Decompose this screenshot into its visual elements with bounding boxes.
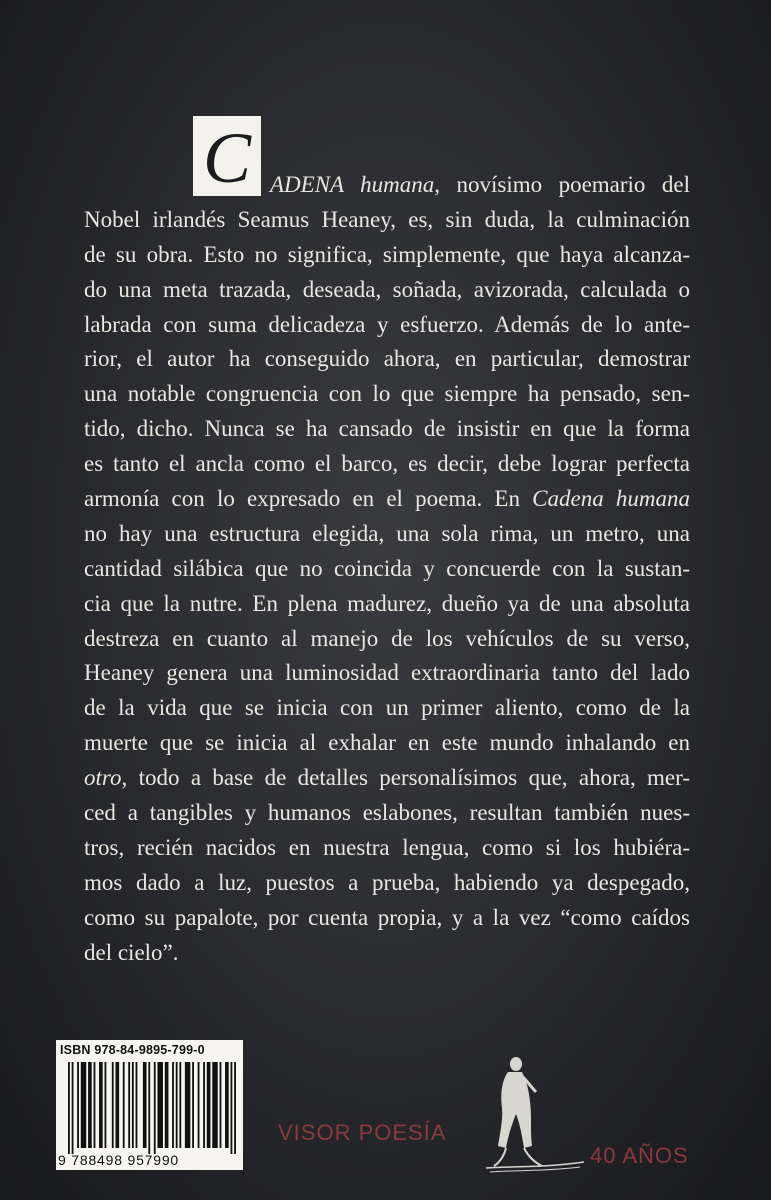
barcode-bar	[123, 1062, 125, 1148]
blurb-segment: de su obra. Esto no significa, simplemente, que haya alcanza-	[84, 241, 690, 267]
blurb-line	[84, 517, 690, 552]
blurb-line	[84, 447, 690, 482]
barcode-bar	[179, 1062, 181, 1148]
blurb-line	[84, 901, 690, 936]
blurb-line	[84, 587, 690, 622]
blurb-segment: una notable congruencia con lo que siempre ha pensado, sen-	[84, 381, 690, 407]
barcode-bar	[94, 1062, 96, 1148]
barcode-bar	[231, 1062, 233, 1154]
blurb-segment: destreza en cuanto al manejo de los vehículos de su verso,	[84, 625, 690, 651]
barcode-bar	[128, 1062, 130, 1148]
blurb-segment: tido, dicho. Nunca se ha cansado de insistir en que la forma	[84, 416, 690, 442]
blurb-line	[84, 377, 690, 412]
blurb-line	[84, 866, 690, 901]
blurb-segment: , todo a base de detalles personalísimos que, ahora, mer-	[121, 765, 690, 791]
blurb-segment: Cadena humana	[532, 486, 690, 512]
blurb-segment: tros, recién nacidos en nuestra lengua, como si los hubiéra-	[84, 834, 690, 860]
barcode-icon	[68, 1062, 236, 1154]
blurb-segment: muerte que se inicia al exhalar en este mundo inhalando en	[84, 730, 690, 756]
publisher-name: VISOR POESÍA	[278, 1120, 447, 1145]
barcode-bar	[81, 1062, 86, 1148]
blurb-line	[84, 796, 690, 831]
blurb-segment: del cielo”.	[84, 939, 179, 965]
blurb-segment: es tanto el ancla como el barco, es decir, debe lograr perfecta	[84, 451, 690, 477]
blurb-segment: Heaney genera una luminosidad extraordinaria tanto del lado	[84, 660, 690, 686]
barcode-bar	[176, 1062, 178, 1148]
barcode-bar	[105, 1062, 107, 1148]
barcode-bar	[132, 1062, 134, 1148]
barcode-bar	[165, 1062, 169, 1148]
blurb-line	[84, 761, 690, 796]
blurb-segment: Nobel irlandés Seamus Heaney, es, sin duda, la culminación	[84, 206, 690, 232]
barcode-digits: 9 788498 957990	[58, 1152, 179, 1168]
blurb-segment: de la vida que se inicia con un primer aliento, como de la	[84, 695, 690, 721]
barcode-bar	[198, 1062, 200, 1148]
barcode-bar	[99, 1062, 103, 1148]
barcode-bar	[72, 1062, 74, 1154]
barcode-bar	[207, 1062, 211, 1148]
blurb-segment: rior, el autor ha conseguido ahora, en particular, demostrar	[84, 346, 690, 372]
blurb-line	[84, 622, 690, 657]
standing-figure-silhouette-icon	[472, 1050, 587, 1175]
barcode-bar	[68, 1062, 70, 1154]
blurb-segment: ADENA humana	[270, 172, 435, 197]
barcode-bar	[136, 1062, 138, 1148]
blurb-segment: no hay una estructura elegida, una sola rima, un metro, una	[84, 520, 690, 546]
dropcap-letter: C	[202, 118, 252, 198]
blurb-line	[84, 552, 690, 587]
barcode-bar	[143, 1062, 147, 1148]
blurb-line	[84, 308, 690, 343]
barcode-bar	[172, 1062, 174, 1148]
barcode-bar	[115, 1062, 119, 1148]
barcode-bar	[148, 1062, 150, 1154]
barcode-bar	[112, 1062, 114, 1148]
barcode-bar	[77, 1062, 79, 1148]
barcode-bar	[185, 1062, 190, 1148]
blurb-line	[84, 412, 690, 447]
barcode-bar	[220, 1062, 222, 1148]
barcode-bar	[192, 1062, 194, 1148]
blurb-segment: como su papalote, por cuenta propia, y a la vez “como caídos	[84, 904, 690, 930]
blurb-segment: cantidad silábica que no coincida y concuerde con la sustan-	[84, 555, 690, 581]
blurb-segment: , novísimo poemario del	[434, 172, 690, 197]
blurb-line	[84, 691, 690, 726]
blurb-line	[84, 342, 690, 377]
barcode-bar	[203, 1062, 205, 1148]
blurb-line	[84, 273, 690, 308]
barcode-bar	[88, 1062, 92, 1148]
barcode-label	[56, 1040, 243, 1170]
anniversary-label: 40 AÑOS	[590, 1143, 689, 1168]
blurb-line	[84, 168, 690, 203]
blurb-line	[84, 482, 690, 517]
blurb-line	[84, 726, 690, 761]
blurb-segment: ced a tangibles y humanos eslabones, resultan también nues-	[84, 800, 690, 826]
isbn-text: ISBN 978-84-9895-799-0	[60, 1043, 205, 1057]
barcode-bar	[225, 1062, 229, 1148]
blurb-line	[84, 203, 690, 238]
blurb-text	[84, 168, 690, 970]
blurb-line	[84, 936, 690, 971]
blurb-line	[84, 656, 690, 691]
blurb-line	[84, 831, 690, 866]
barcode-bar	[154, 1062, 156, 1154]
blurb-segment: armonía con lo expresado en el poema. En	[84, 486, 533, 512]
blurb-segment: labrada con suma delicadeza y esfuerzo. Además de lo ante-	[84, 311, 690, 337]
barcode-bar	[157, 1062, 162, 1148]
blurb-segment: do una meta trazada, deseada, soñada, avizorada, calculada o	[84, 276, 690, 302]
blurb-segment: mos dado a luz, puestos a prueba, habiendo ya despegado,	[84, 869, 690, 895]
barcode-bar	[212, 1062, 217, 1148]
blurb-line	[84, 238, 690, 273]
blurb-segment: otro	[84, 765, 122, 791]
blurb-segment: cia que la nutre. En plena madurez, dueño ya de una absoluta	[84, 590, 690, 616]
barcode-bar	[234, 1062, 236, 1154]
